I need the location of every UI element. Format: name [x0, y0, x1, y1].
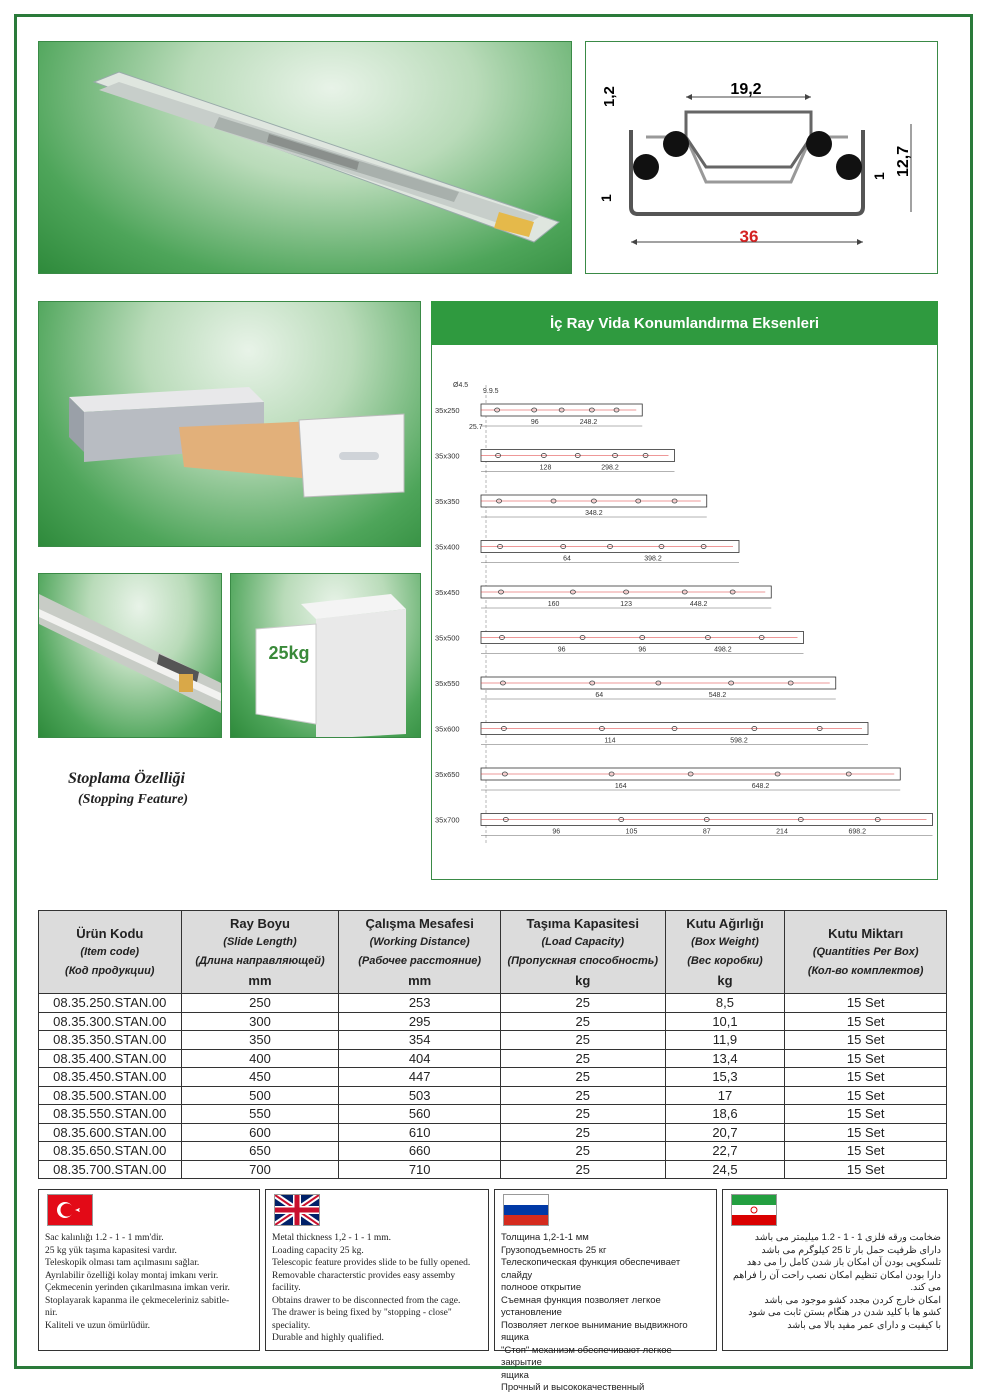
profile-svg — [586, 42, 938, 274]
feature-line: Loading capacity 25 kg. — [272, 1245, 364, 1256]
feature-line: کشو ها با کلید شدن در هنگام بستن ثابت می شود — [748, 1307, 941, 1318]
feature-line: nir. — [45, 1308, 58, 1318]
dimension-label: 214 — [776, 828, 788, 836]
table-cell: 700 — [181, 1160, 339, 1179]
table-row — [39, 1012, 947, 1031]
turkey-flag-icon — [47, 1194, 93, 1226]
header-en: (Working Distance) — [369, 936, 470, 948]
stopping-caption-en: (Stopping Feature) — [78, 792, 189, 807]
table-row — [39, 1049, 947, 1068]
rail-size-label: 35x500 — [435, 633, 460, 643]
header-en: (Slide Length) — [223, 936, 297, 948]
header-tr: Kutu Miktarı — [828, 925, 904, 941]
header-col-5 — [785, 911, 947, 994]
table-cell: 503 — [339, 1086, 501, 1105]
table-cell: 600 — [181, 1123, 339, 1142]
russia-flag-icon — [503, 1194, 549, 1226]
dimension-label: 698.2 — [848, 828, 867, 836]
header-en: (Box Weight) — [691, 936, 759, 948]
header-ru: (Длина направляющей) — [195, 955, 325, 967]
dimension-label: 498.2 — [714, 646, 732, 654]
header-tr: Çalışma Mesafesi — [365, 916, 474, 931]
feature-line: تلسکوپی بودن آن امکان باز شدن کامل را می دهد — [746, 1257, 941, 1268]
feature-line: 25 kg yük taşıma kapasitesi vardır. — [45, 1245, 177, 1256]
feature-line: Metal thickness 1,2 - 1 - 1 mm. — [272, 1233, 391, 1243]
feature-line: The drawer is being fixed by "stopping - close" — [272, 1308, 452, 1318]
dimension-label: 348.2 — [585, 510, 603, 517]
table-cell: 25 — [500, 1012, 665, 1031]
screw-axis-diagram — [431, 345, 938, 875]
rail-size-label: 35x350 — [435, 497, 460, 506]
features-fa — [729, 1232, 941, 1332]
table-row — [39, 1123, 947, 1142]
header-ru: (Код продукции) — [65, 964, 155, 977]
rail-size-label: 35x450 — [435, 588, 460, 597]
dimension-label: 64 — [595, 692, 604, 699]
table-cell: 660 — [339, 1142, 501, 1161]
stopping-caption-tr: Stoplama Özelliği — [68, 770, 185, 787]
feature-line: دارای ظرفیت حمل بار تا 25 کیلوگرم می باشد — [761, 1244, 941, 1256]
table-cell: 25 — [500, 1142, 665, 1161]
header-en: (Load Capacity) — [541, 936, 624, 948]
table-cell: 08.35.400.STAN.00 — [39, 1049, 182, 1068]
table-row — [39, 1105, 947, 1124]
table-cell: 08.35.550.STAN.00 — [39, 1105, 182, 1124]
table-cell: 08.35.350.STAN.00 — [39, 1031, 182, 1050]
header-unit: mm — [408, 973, 432, 988]
kg-label: 25kg — [268, 643, 310, 663]
table-cell: 610 — [339, 1123, 501, 1142]
first-offset-label: 25.7 — [469, 424, 483, 431]
table-cell: 15 Set — [785, 1012, 947, 1031]
table-cell: 15,3 — [665, 1068, 785, 1087]
dimension-label: 298.2 — [601, 464, 619, 472]
feature-line: Telescopic feature provides slide to be fully opened. — [272, 1258, 471, 1268]
header-en: (Quantities Per Box) — [812, 945, 919, 958]
table-cell: 08.35.450.STAN.00 — [39, 1068, 182, 1087]
slide-photo — [38, 41, 572, 274]
dimension-label: 248.2 — [579, 419, 598, 426]
header-col-2 — [339, 911, 501, 994]
table-cell: 15 Set — [785, 1086, 947, 1105]
table-cell: 25 — [500, 1031, 665, 1050]
dim-bottom-right: 1 — [871, 172, 887, 180]
header-ru: (Кол-во комплектов) — [807, 964, 924, 977]
spec-body — [39, 994, 947, 1179]
table-cell: 650 — [181, 1142, 339, 1161]
table-cell: 08.35.300.STAN.00 — [39, 1012, 182, 1031]
table-cell: 15 Set — [785, 1031, 947, 1050]
dimension-label: 96 — [638, 646, 647, 654]
table-cell: 25 — [500, 1105, 665, 1124]
feature-line: Телескопическая функция обеспечивает слайду — [501, 1257, 681, 1281]
iran-flag-icon — [731, 1194, 777, 1226]
table-cell: 08.35.600.STAN.00 — [39, 1123, 182, 1142]
feature-line: Sac kalınlığı 1.2 - 1 - 1 mm'dir. — [45, 1233, 164, 1243]
header-tr: Taşıma Kapasitesi — [526, 916, 639, 931]
feature-line: Stoplayarak kapanma ile çekmeceleriniz sabitle- — [45, 1295, 230, 1306]
feature-line: با کیفیت و دارای عمر مفید بالا می باشد — [787, 1319, 941, 1331]
table-cell: 404 — [339, 1049, 501, 1068]
rail-size-label: 35x300 — [435, 451, 460, 461]
header-unit: mm — [248, 973, 272, 988]
features-en — [272, 1232, 482, 1345]
table-row — [39, 1031, 947, 1050]
slide-illustration — [39, 42, 572, 274]
table-cell: 253 — [339, 994, 501, 1013]
table-cell: 25 — [500, 1086, 665, 1105]
uk-flag-icon — [274, 1194, 320, 1226]
features-ru — [501, 1232, 710, 1395]
dimension-label: 96 — [530, 419, 539, 426]
rail-size-label: 35x700 — [435, 815, 460, 825]
feature-line: speciality. — [272, 1320, 311, 1331]
table-cell: 25 — [500, 994, 665, 1013]
dimension-label: 548.2 — [708, 692, 727, 699]
header-en: (Item code) — [80, 945, 140, 958]
dimension-label: 96 — [552, 828, 561, 836]
dim-width-total: 36 — [739, 227, 759, 246]
dim-height-top: 1,2 — [601, 86, 618, 107]
features-tr — [45, 1232, 253, 1332]
header-ru: (Пропускная способность) — [507, 955, 658, 967]
table-row — [39, 1142, 947, 1161]
table-cell: 354 — [339, 1031, 501, 1050]
dimension-label: 87 — [702, 828, 711, 836]
table-cell: 400 — [181, 1049, 339, 1068]
load-capacity-photo — [230, 573, 421, 738]
table-cell: 25 — [500, 1049, 665, 1068]
table-row — [39, 1086, 947, 1105]
table-cell: 300 — [181, 1012, 339, 1031]
table-cell: 350 — [181, 1031, 339, 1050]
hole-diameter-label: Ø4.5 — [453, 382, 469, 389]
feature-line: Прочный и высококачественный — [501, 1382, 645, 1393]
lang-box-turkish — [38, 1189, 260, 1351]
header-col-4 — [665, 911, 785, 994]
table-cell: 550 — [181, 1105, 339, 1124]
dim-width-top: 19,2 — [730, 81, 762, 98]
feature-line: Позволяет легкое вынимание выдвижного ящика — [501, 1319, 688, 1343]
lang-box-russian — [494, 1189, 717, 1393]
rail-size-label: 35x400 — [435, 542, 460, 552]
feature-line: Съемная функция позволяет легкое установление — [501, 1294, 661, 1318]
table-row — [39, 1068, 947, 1087]
feature-line: Толщина 1,2-1-1 мм — [501, 1232, 589, 1243]
dimension-label: 64 — [563, 555, 571, 563]
table-cell: 25 — [500, 1160, 665, 1179]
rail-size-label: 35x250 — [435, 406, 460, 415]
dimension-label: 114 — [604, 737, 616, 745]
dimension-label: 448.2 — [689, 601, 708, 608]
feature-line: ящика — [501, 1369, 529, 1381]
table-cell: 08.35.650.STAN.00 — [39, 1142, 182, 1161]
header-ru: (Вес коробки) — [687, 955, 763, 967]
table-cell: 17 — [665, 1086, 785, 1105]
header-col-0 — [39, 911, 182, 994]
table-cell: 08.35.500.STAN.00 — [39, 1086, 182, 1105]
header-col-1 — [181, 911, 339, 994]
feature-line: Removable characterstic provides easy assemby — [272, 1270, 456, 1281]
feature-line: Грузоподъемность 25 кг — [501, 1244, 607, 1256]
header-unit: kg — [717, 973, 733, 988]
table-cell: 08.35.250.STAN.00 — [39, 994, 182, 1013]
table-cell: 08.35.700.STAN.00 — [39, 1160, 182, 1179]
table-cell: 295 — [339, 1012, 501, 1031]
dim-height-total: 12,7 — [895, 145, 912, 177]
dim-bottom-left: 1 — [598, 194, 614, 202]
rail-size-label: 35x550 — [435, 679, 460, 688]
rail-closeup-photo — [38, 573, 222, 738]
table-cell: 25 — [500, 1123, 665, 1142]
dimension-label: 128 — [539, 464, 552, 472]
table-cell: 11,9 — [665, 1031, 785, 1050]
feature-line: Çekmecenin yerinden çıkarılmasına imkan verir. — [45, 1283, 230, 1293]
table-cell: 25 — [500, 1068, 665, 1087]
feature-line: Obtains drawer to be disconnected from the cage. — [272, 1295, 461, 1306]
table-cell: 15 Set — [785, 1142, 947, 1161]
table-cell: 450 — [181, 1068, 339, 1087]
drawer-photo — [38, 301, 421, 547]
header-tr: Ray Boyu — [229, 916, 290, 931]
header-tr: Ürün Kodu — [76, 925, 144, 941]
table-cell: 15 Set — [785, 994, 947, 1013]
table-cell: 250 — [181, 994, 339, 1013]
feature-line: Teleskopik olması tam açılmasını sağlar. — [45, 1258, 200, 1268]
header-col-3 — [500, 911, 665, 994]
table-cell: 500 — [181, 1086, 339, 1105]
header-tr: Kutu Ağırlığı — [686, 916, 764, 931]
feature-line: facility. — [272, 1283, 301, 1293]
dimension-label: 123 — [620, 601, 632, 608]
profile-drawing — [585, 41, 938, 274]
dimension-label: 105 — [625, 828, 638, 836]
rail-size-label: 35x600 — [435, 724, 460, 734]
feature-line: دارا بودن امکان تنظیم امکان نصب راحت آن را فراهم می کند. — [732, 1269, 941, 1293]
rail-closeup-illustration — [39, 574, 222, 738]
feature-line: полноое открытие — [501, 1282, 582, 1293]
table-cell: 18,6 — [665, 1105, 785, 1124]
table-row — [39, 994, 947, 1013]
feature-line: ضخامت ورقه فلزی 1 - 1 - 1.2 میلیمتر می باشد — [754, 1232, 941, 1243]
table-cell: 710 — [339, 1160, 501, 1179]
diagram-title: İç Ray Vida Konumlandırma Eksenleri — [431, 301, 938, 345]
table-row — [39, 1160, 947, 1179]
table-cell: 560 — [339, 1105, 501, 1124]
drawer-illustration — [39, 302, 421, 547]
table-cell: 15 Set — [785, 1068, 947, 1087]
top-offsets-label: 9.9.5 — [483, 388, 499, 395]
dimension-label: 164 — [614, 783, 627, 790]
table-cell: 15 Set — [785, 1123, 947, 1142]
table-cell: 15 Set — [785, 1105, 947, 1124]
table-cell: 10,1 — [665, 1012, 785, 1031]
table-cell: 24,5 — [665, 1160, 785, 1179]
dimension-label: 96 — [557, 646, 566, 654]
table-cell: 8,5 — [665, 994, 785, 1013]
dimension-label: 398.2 — [644, 555, 662, 563]
spec-table — [38, 910, 947, 1179]
spec-header-row — [39, 911, 947, 994]
feature-line: Ayrılabilir özelliği kolay montaj imkanı verir. — [45, 1270, 219, 1281]
header-ru: (Рабочее расстояние) — [358, 955, 482, 967]
table-cell: 22,7 — [665, 1142, 785, 1161]
feature-line: امکان خارج کردن مجدد کشو موجود می باشد — [764, 1294, 941, 1306]
dimension-label: 160 — [547, 601, 560, 608]
table-cell: 447 — [339, 1068, 501, 1087]
table-cell: 15 Set — [785, 1049, 947, 1068]
feature-line: Durable and highly qualified. — [272, 1333, 384, 1343]
lang-box-persian — [722, 1189, 948, 1351]
table-cell: 15 Set — [785, 1160, 947, 1179]
feature-line: Kaliteli ve uzun ömürlüdür. — [45, 1320, 151, 1331]
dimension-label: 648.2 — [751, 783, 770, 790]
rail-size-label: 35x650 — [435, 770, 460, 779]
cabinet-illustration — [231, 574, 421, 738]
lang-box-english — [265, 1189, 489, 1351]
dimension-label: 598.2 — [730, 737, 748, 745]
table-cell: 13,4 — [665, 1049, 785, 1068]
feature-line: "Стоп" механизм обеспечивают легкое закрытие — [501, 1344, 672, 1368]
table-cell: 20,7 — [665, 1123, 785, 1142]
header-unit: kg — [575, 973, 591, 988]
